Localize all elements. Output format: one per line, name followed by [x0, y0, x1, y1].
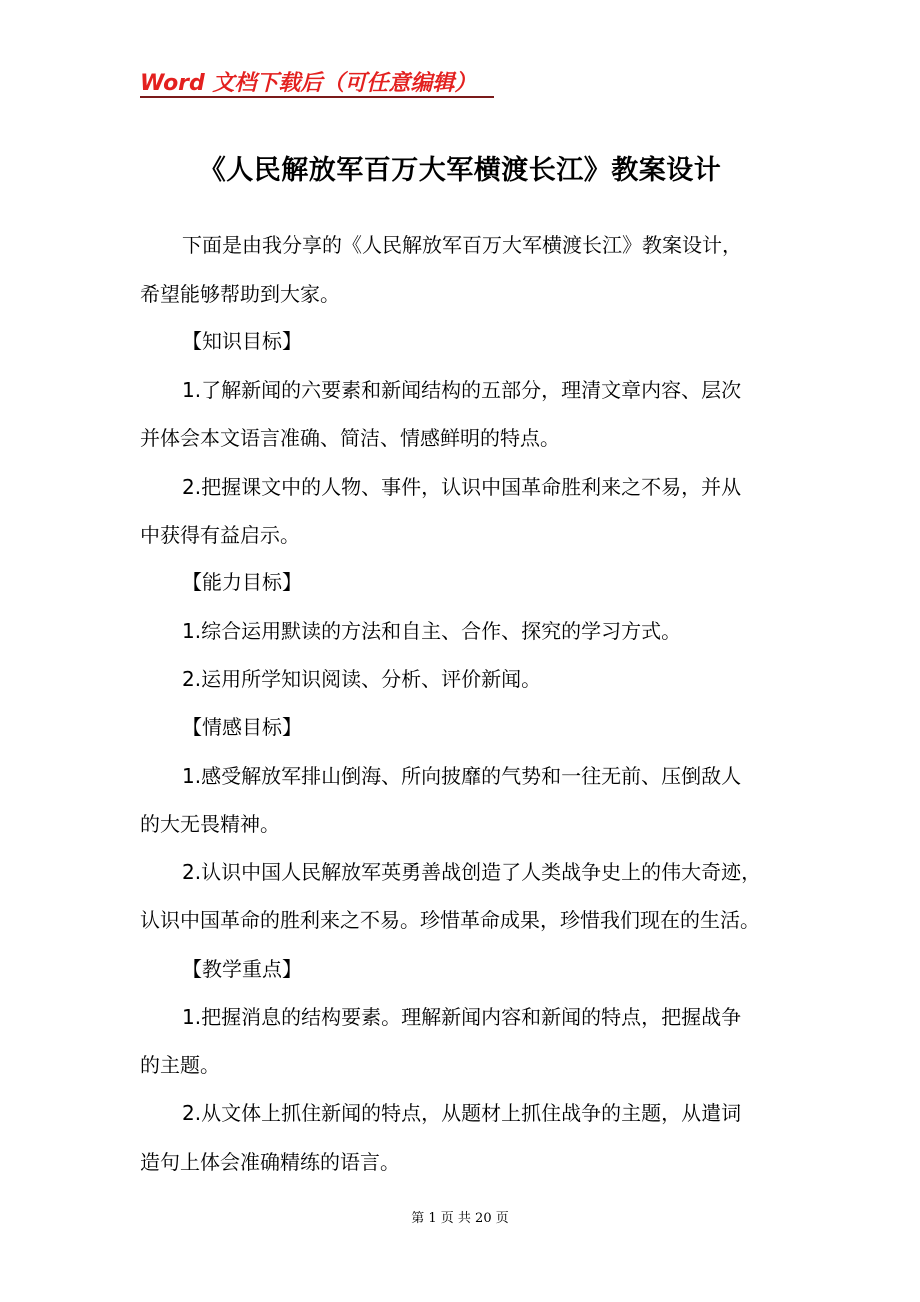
section-heading: 【情感目标】 — [182, 715, 302, 739]
paragraph-line: 2.把握课文中的人物、事件，认识中国革命胜利来之不易，并从 — [182, 475, 742, 499]
paragraph-line: 1.把握消息的结构要素。理解新闻内容和新闻的特点，把握战争 — [182, 1005, 742, 1029]
paragraph-line: 中获得有益启示。 — [140, 523, 300, 547]
paragraph-line: 1.了解新闻的六要素和新闻结构的五部分，理清文章内容、层次 — [182, 378, 742, 402]
section-heading: 【知识目标】 — [182, 329, 302, 353]
paragraph-line: 的主题。 — [140, 1053, 220, 1077]
document-title: 《人民解放军百万大军横渡长江》教案设计 — [198, 155, 722, 186]
header-text: Word 文档下载后（可任意编辑） — [140, 71, 477, 96]
section-heading: 【能力目标】 — [182, 570, 302, 594]
page-footer: 第 1 页 共 20 页 — [411, 1211, 509, 1226]
paragraph-line: 并体会本文语言准确、简洁、情感鲜明的特点。 — [140, 426, 560, 450]
paragraph-line: 2.认识中国人民解放军英勇善战创造了人类战争史上的伟大奇迹， — [182, 860, 762, 884]
paragraph-line: 2.从文体上抓住新闻的特点，从题材上抓住战争的主题，从遣词 — [182, 1101, 742, 1125]
section-heading: 【教学重点】 — [182, 957, 302, 981]
paragraph-line: 1.感受解放军排山倒海、所向披靡的气势和一往无前、压倒敌人 — [182, 764, 742, 788]
paragraph-line: 的大无畏精神。 — [140, 812, 280, 836]
paragraph-line: 造句上体会准确精练的语言。 — [140, 1150, 400, 1174]
paragraph-line: 2.运用所学知识阅读、分析、评价新闻。 — [182, 667, 542, 691]
paragraph-line: 希望能够帮助到大家。 — [140, 282, 340, 306]
paragraph-line: 认识中国革命的胜利来之不易。珍惜革命成果，珍惜我们现在的生活。 — [140, 908, 760, 932]
paragraph-line: 下面是由我分享的《人民解放军百万大军横渡长江》教案设计， — [182, 233, 742, 257]
page-header — [140, 62, 494, 98]
paragraph-line: 1.综合运用默读的方法和自主、合作、探究的学习方式。 — [182, 619, 682, 643]
